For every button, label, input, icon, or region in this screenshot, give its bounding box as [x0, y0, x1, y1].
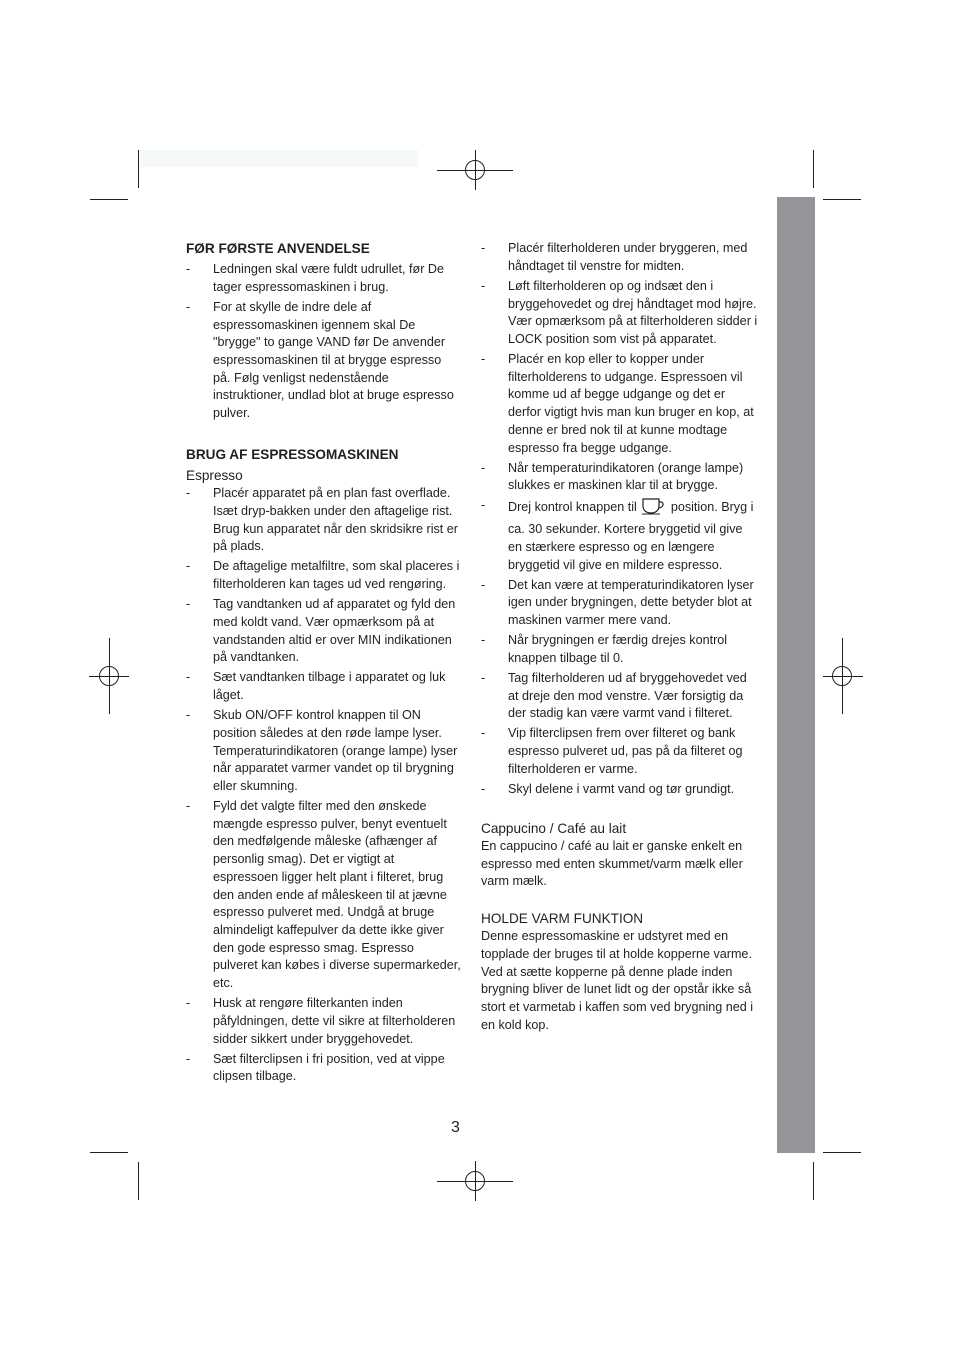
list-item: - Fyld det valgte filter med den ønskede mængde espresso pulver, benyt eventuelt den medfølgende måleske (afhænger af personlig smag). Det er vigtigt at espressoen ligger helt plant i filteret, brug den anden ende af måleskeen til at jævne espresso pulveret med. Undgå at bruge almindeligt kaffepulver da dette ikke giver den gode espresso smag. Espresso pulveret kan købes i diverse supermarkeder, etc.: [186, 799, 461, 991]
list-item: - Ledningen skal være fuldt udrullet, før De tager espressomaskinen i brug.: [186, 262, 445, 294]
subsection-title-keep-warm: HOLDE VARM FUNKTION: [481, 911, 644, 927]
brewing-list: [481, 240, 759, 799]
list-item: - Når temperaturindikatoren (orange lampe) slukkes er maskinen klar til at brygge.: [481, 460, 744, 493]
section-title-usage: BRUG AF ESPRESSOMASKINEN: [186, 447, 399, 463]
list-item: - For at skylle de indre dele af espressomaskinen igennem skal De "brygge" to gange VAND før De anvender espressomaskinen til at brygge espresso på. Følg venligst nedenstående instruktioner, undlad blot at bruge espresso pulver.: [186, 299, 454, 421]
crop-mark: [813, 1162, 814, 1200]
sidebar-tab: [777, 197, 815, 1153]
right-column: [481, 240, 759, 1034]
list-item: - Skub ON/OFF kontrol knappen til ON position således at den røde lampe lyser. Temperaturindikatoren (orange lampe) lyser når apparatet varmer vandet op til brygning eller skumning.: [186, 708, 458, 793]
list-item: - Tag vandtanken ud af apparatet og fyld den med koldt vand. Vær opmærksom på at vandstanden altid er over MIN indikationen på vandtanken.: [186, 597, 456, 665]
left-column: [186, 240, 462, 1088]
crop-mark: [138, 1162, 139, 1200]
crop-mark: [138, 150, 139, 188]
subsection-title-cappuccino: Cappucino / Café au lait: [481, 821, 627, 836]
list-item: - Når brygningen er færdig drejes kontrol knappen tilbage til 0.: [481, 633, 728, 665]
list-item: - Placér en kop eller to kopper under filterholderens to udgange. Espressoen vil komme ud af begge udgange og det er derfor vigtigt hvis man kun bruger en kop, at denne er bred nok til at kunne modtage espresso fra begge udgange.: [481, 352, 754, 455]
espresso-list: [186, 485, 462, 1086]
list-item: - Vip filterclipsen frem over filteret og bank espresso pulveret ud, pas på da filteret og filterholderen er varme.: [481, 726, 743, 776]
list-item: - Skyl delene i varmt vand og tør grundigt.: [481, 781, 735, 796]
list-item: - Husk at rengøre filterkanten inden påfyldningen, dette vil sikre at filterholderen sidder sikkert under bryggehovedet.: [186, 996, 456, 1046]
crop-mark: [823, 1152, 861, 1153]
section-title-first-use: FØR FØRSTE ANVENDELSE: [186, 241, 370, 256]
crop-mark: [90, 199, 128, 200]
faint-band: [140, 150, 418, 167]
cup-icon: [641, 497, 667, 521]
list-item: - Det kan være at temperaturindikatoren lyser igen under brygningen, dette betyder blot at maskinen varmer mere vand.: [481, 577, 754, 628]
cappuccino-text: En cappucino / café au lait er ganske enkelt en espresso med enten skummet/varm mælk eller varm mælk.: [481, 839, 743, 889]
list-item: - Drej kontrol knappen til position. Bryg i ca. 30 sekunder. Kortere bryggetid vil give en stærkere espresso og en længere bryggetid vil give en mildere espresso.: [481, 498, 754, 572]
list-item: - Løft filterholderen op og indsæt den i bryggehovedet og drej håndtaget mod højre. Vær opmærksom på at filterholderen sidder i LOCK position som vist på apparatet.: [481, 278, 758, 346]
keep-warm-text: Denne espressomaskine er udstyret med en topplade der bruges til at holde kopperne varme. Ved at sætte kopperne på denne plade inden brygning bliver de lunet lidt og der opstår ikke så stort et varmetab i kaffen som ved brygning ned i en kold kop.: [481, 929, 754, 1032]
list-item: - Tag filterholderen ud af bryggehovedet ved at dreje den mod venstre. Vær forsigtig da der stadig kan være varmt vand i filteret.: [481, 670, 747, 721]
crop-mark: [823, 199, 861, 200]
list-item: - De aftagelige metalfiltre, som skal placeres i filterholderen kan tages ud ved rengøring.: [186, 559, 460, 592]
subsection-title-espresso: Espresso: [186, 468, 243, 484]
list-item: - Placér filterholderen under bryggeren, med håndtaget til venstre for midten.: [481, 241, 748, 273]
list-item: - Sæt vandtanken tilbage i apparatet og luk låget.: [186, 670, 446, 703]
list-item: - Placér apparatet på en plan fast overflade. Isæt dryp-bakken under den aftagelige rist. Brug kun apparatet når den skridsikre rist er på plads.: [186, 486, 458, 554]
list-item: - Sæt filterclipsen i fri position, ved at vippe clipsen tilbage.: [186, 1051, 445, 1084]
first-use-list: [186, 261, 462, 423]
crop-mark: [813, 150, 814, 188]
page-number: 3: [451, 1119, 460, 1136]
crop-mark: [90, 1152, 128, 1153]
